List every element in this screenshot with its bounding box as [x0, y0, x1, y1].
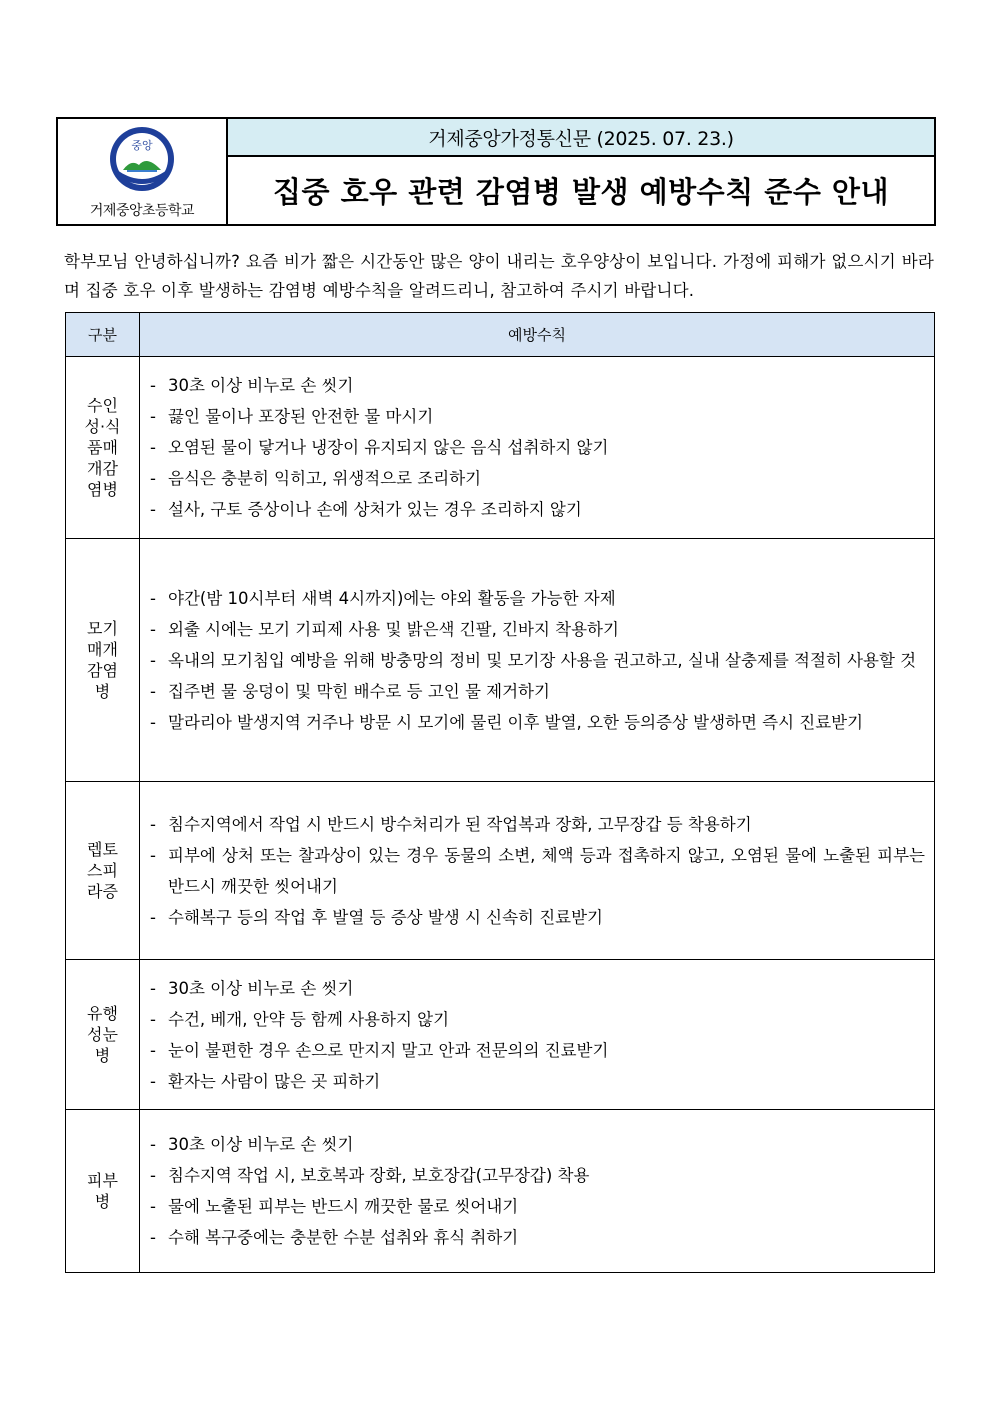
newsletter-header	[56, 117, 936, 226]
rules-cell	[140, 1110, 935, 1273]
rules-cell	[140, 960, 935, 1110]
rule-item: - 30초 이상 비누로 손 씻기	[148, 973, 925, 1004]
table-row-skin-disease	[66, 1110, 935, 1273]
rule-item: - 말라리아 발생지역 거주나 방문 시 모기에 물린 이후 발열, 오한 등의증상 발생하면 즉시 진료받기	[148, 707, 925, 738]
rule-item: - 물에 노출된 피부는 반드시 깨끗한 물로 씻어내기	[148, 1191, 925, 1222]
rule-item: - 침수지역에서 작업 시 반드시 방수처리가 된 작업복과 장화, 고무장갑 등 착용하기	[148, 809, 925, 840]
category-label: 피부병	[87, 1171, 118, 1211]
category-cell	[66, 1110, 140, 1273]
table-row-waterborne	[66, 357, 935, 539]
rule-item: - 끓인 물이나 포장된 안전한 물 마시기	[148, 401, 925, 432]
category-label: 유행성눈병	[87, 1004, 118, 1065]
table-row-eye-disease	[66, 960, 935, 1110]
page-title: 집중 호우 관련 감염병 발생 예방수칙 준수 안내	[273, 175, 889, 209]
category-cell	[66, 960, 140, 1110]
prevention-table	[65, 312, 935, 1273]
rule-item: - 30초 이상 비누로 손 씻기	[148, 370, 925, 401]
rule-item: - 눈이 불편한 경우 손으로 만지지 말고 안과 전문의의 진료받기	[148, 1035, 925, 1066]
newsletter-label: 거제중앙가정통신문 (2025. 07. 23.)	[228, 119, 934, 157]
table-header-row	[66, 313, 935, 357]
rule-item: - 야간(밤 10시부터 새벽 4시까지)에는 야외 활동을 가능한 자제	[148, 583, 925, 614]
category-label: 모기매개감염병	[87, 619, 118, 701]
school-name: 거제중앙초등학교	[89, 203, 195, 219]
rule-list	[148, 370, 925, 525]
rule-list	[148, 809, 925, 933]
rule-list	[148, 973, 925, 1097]
category-cell	[66, 539, 140, 782]
table-row-mosquito	[66, 539, 935, 782]
rule-item: - 옥내의 모기침입 예방을 위해 방충망의 정비 및 모기장 사용을 권고하고, 실내 살충제를 적절히 사용할 것	[148, 645, 925, 676]
category-label: 렙토스피라증	[87, 840, 118, 901]
category-cell	[66, 357, 140, 539]
rule-item: - 수해복구 등의 작업 후 발열 등 증상 발생 시 신속히 진료받기	[148, 902, 925, 933]
logo-text: 중앙	[131, 139, 153, 152]
rules-cell	[140, 357, 935, 539]
rule-item: - 음식은 충분히 익히고, 위생적으로 조리하기	[148, 463, 925, 494]
category-label: 수인성·식품매개감염병	[84, 396, 121, 499]
table-row-leptospirosis	[66, 782, 935, 960]
rules-header: 예방수칙	[140, 313, 935, 357]
category-cell	[66, 782, 140, 960]
rule-item: - 30초 이상 비누로 손 씻기	[148, 1129, 925, 1160]
rule-item: - 침수지역 작업 시, 보호복과 장화, 보호장갑(고무장갑) 착용	[148, 1160, 925, 1191]
rule-item: - 환자는 사람이 많은 곳 피하기	[148, 1066, 925, 1097]
school-logo	[109, 126, 175, 192]
rule-item: - 수해 복구중에는 충분한 수분 섭취와 휴식 취하기	[148, 1222, 925, 1253]
intro-paragraph: 학부모님 안녕하십니까? 요즘 비가 짧은 시간동안 많은 양이 내리는 호우양상이 보입니다. 가정에 피해가 없으시기 바라며 집중 호우 이후 발생하는 감염병 예방수칙을 알려드리니, 참고하여 주시기 바랍니다.	[64, 252, 934, 300]
rules-cell	[140, 539, 935, 782]
rule-item: - 설사, 구토 증상이나 손에 상처가 있는 경우 조리하지 않기	[148, 494, 925, 525]
rule-list	[148, 583, 925, 738]
rule-list	[148, 1129, 925, 1253]
rule-item: - 수건, 베개, 안약 등 함께 사용하지 않기	[148, 1004, 925, 1035]
rule-item: - 피부에 상처 또는 찰과상이 있는 경우 동물의 소변, 체액 등과 접촉하지 않고, 오염된 물에 노출된 피부는 반드시 깨끗한 씻어내기	[148, 840, 925, 902]
category-header: 구분	[66, 313, 140, 357]
rules-cell	[140, 782, 935, 960]
title-cell	[228, 119, 934, 224]
school-logo-cell	[58, 119, 228, 224]
rule-item: - 외출 시에는 모기 기피제 사용 및 밝은색 긴팔, 긴바지 착용하기	[148, 614, 925, 645]
rule-item: - 집주변 물 웅덩이 및 막힌 배수로 등 고인 물 제거하기	[148, 676, 925, 707]
rule-item: - 오염된 물이 닿거나 냉장이 유지되지 않은 음식 섭취하지 않기	[148, 432, 925, 463]
